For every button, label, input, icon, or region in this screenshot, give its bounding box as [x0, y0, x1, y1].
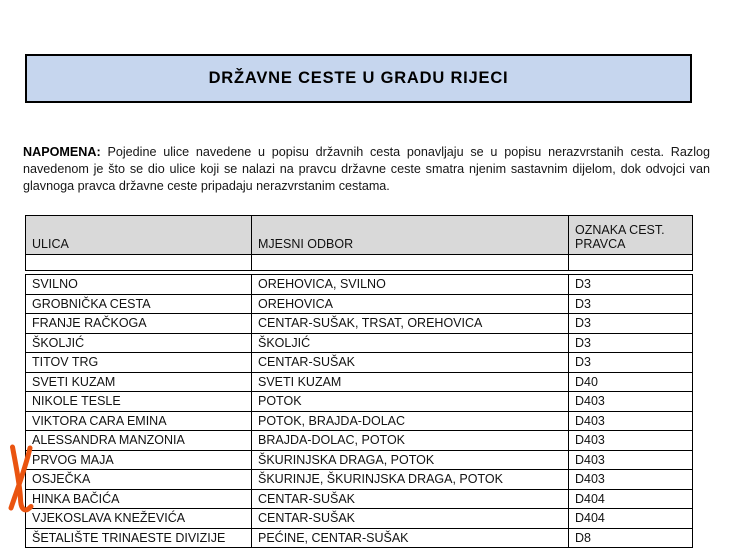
cell-oznaka: D3 [569, 353, 693, 373]
table-row [26, 392, 693, 412]
cell-ulica: FRANJE RAČKOGA [26, 314, 252, 334]
table-row [26, 314, 693, 334]
table-row [26, 411, 693, 431]
cell-odbor: CENTAR-SUŠAK [252, 489, 569, 509]
note-label: NAPOMENA: [23, 144, 101, 159]
cell-oznaka: D3 [569, 275, 693, 295]
cell-ulica: VJEKOSLAVA KNEŽEVIĆA [26, 509, 252, 529]
table-row [26, 294, 693, 314]
roads-table [25, 274, 693, 548]
cell-oznaka: D3 [569, 314, 693, 334]
table-row [26, 353, 693, 373]
column-header-oznaka: OZNAKA CEST. PRAVCA [569, 216, 693, 255]
cell-oznaka: D3 [569, 294, 693, 314]
page-title: DRŽAVNE CESTE U GRADU RIJECI [208, 69, 509, 87]
cell-ulica: HINKA BAČIĆA [26, 489, 252, 509]
cell-ulica: TITOV TRG [26, 353, 252, 373]
roads-table-body [26, 275, 693, 548]
cell-odbor: BRAJDA-DOLAC, POTOK [252, 431, 569, 451]
table-row [26, 275, 693, 295]
cell-oznaka: D8 [569, 528, 693, 548]
cell-oznaka: D403 [569, 411, 693, 431]
cell-oznaka: D403 [569, 470, 693, 490]
note-text: Pojedine ulice navedene u popisu državnih cesta ponavljaju se u popisu nerazvrstanih cesta. Razlog navedenom je što se dio ulice koji se nalazi na pravcu državne ceste smatra njenim sastavnim dijelom, dok odvojci van glavnoga pravca državne ceste pripadaju nerazvrstanim cestama. [23, 144, 711, 193]
cell-ulica: SVILNO [26, 275, 252, 295]
column-header-mjesni-odbor: MJESNI ODBOR [252, 216, 569, 255]
cell-oznaka: D403 [569, 431, 693, 451]
table-row [26, 372, 693, 392]
cell-odbor: CENTAR-SUŠAK, TRSAT, OREHOVICA [252, 314, 569, 334]
cell-odbor: PEĆINE, CENTAR-SUŠAK [252, 528, 569, 548]
cell-ulica: ŠKOLJIĆ [26, 333, 252, 353]
table-row [26, 509, 693, 529]
cell-ulica: SVETI KUZAM [26, 372, 252, 392]
column-header-ulica: ULICA [26, 216, 252, 255]
cell-odbor: POTOK [252, 392, 569, 412]
cell-ulica: NIKOLE TESLE [26, 392, 252, 412]
title-banner [25, 54, 692, 103]
table-row [26, 470, 693, 490]
cell-odbor: ŠKURINJSKA DRAGA, POTOK [252, 450, 569, 470]
table-row [26, 489, 693, 509]
cell-oznaka: D40 [569, 372, 693, 392]
cell-odbor: ŠKURINJE, ŠKURINJSKA DRAGA, POTOK [252, 470, 569, 490]
cell-ulica: ALESSANDRA MANZONIA [26, 431, 252, 451]
table-row [26, 431, 693, 451]
cell-ulica: GROBNIČKA CESTA [26, 294, 252, 314]
cell-odbor: SVETI KUZAM [252, 372, 569, 392]
cell-ulica: PRVOG MAJA [26, 450, 252, 470]
empty-spacer-row [26, 255, 693, 271]
cell-odbor: CENTAR-SUŠAK [252, 509, 569, 529]
column-header-row [26, 216, 693, 255]
empty-cell [569, 255, 693, 271]
cell-oznaka: D404 [569, 509, 693, 529]
cell-odbor: ŠKOLJIĆ [252, 333, 569, 353]
table-row [26, 450, 693, 470]
empty-cell [26, 255, 252, 271]
cell-odbor: OREHOVICA, SVILNO [252, 275, 569, 295]
note-paragraph [23, 144, 710, 195]
cell-oznaka: D3 [569, 333, 693, 353]
cell-odbor: POTOK, BRAJDA-DOLAC [252, 411, 569, 431]
cell-oznaka: D404 [569, 489, 693, 509]
roads-table-header [25, 215, 693, 271]
cell-odbor: OREHOVICA [252, 294, 569, 314]
cell-ulica: OSJEČKA [26, 470, 252, 490]
cell-ulica: VIKTORA CARA EMINA [26, 411, 252, 431]
cell-ulica: ŠETALIŠTE TRINAESTE DIVIZIJE [26, 528, 252, 548]
cell-oznaka: D403 [569, 392, 693, 412]
empty-cell [252, 255, 569, 271]
table-row [26, 528, 693, 548]
table-row [26, 333, 693, 353]
cell-odbor: CENTAR-SUŠAK [252, 353, 569, 373]
cell-oznaka: D403 [569, 450, 693, 470]
